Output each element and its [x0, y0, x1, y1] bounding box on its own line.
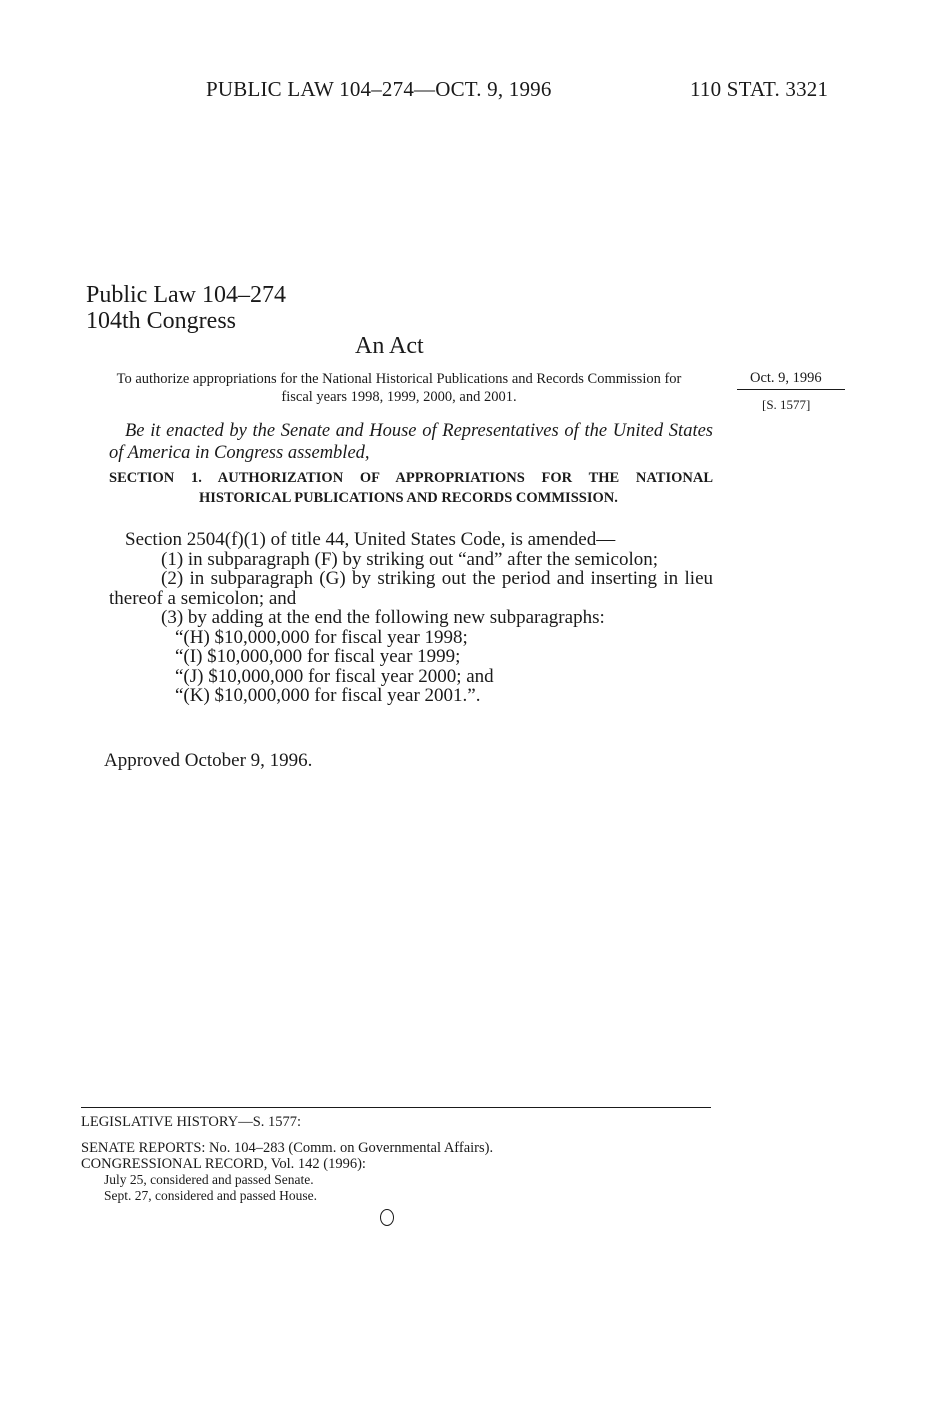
- history-entry: Sept. 27, considered and passed House.: [104, 1188, 317, 1203]
- new-subparagraph: “(J) $10,000,000 for fiscal year 2000; and: [175, 665, 494, 687]
- senate-reports: SENATE REPORTS: No. 104–283 (Comm. on Governmental Affairs).: [81, 1140, 494, 1156]
- footnote-divider: [81, 1107, 711, 1108]
- new-subparagraph: “(K) $10,000,000 for fiscal year 2001.”.: [175, 685, 481, 706]
- section-body: [109, 530, 713, 706]
- legislative-history-title: LEGISLATIVE HISTORY—S. 1577:: [81, 1114, 302, 1130]
- enacting-clause: Be it enacted by the Senate and House of Representatives of the United States of America in Congress assembled,: [109, 421, 713, 463]
- public-law-number: Public Law 104–274: [86, 282, 286, 308]
- congress-number: 104th Congress: [86, 308, 236, 334]
- amendment-lead: Section 2504(f)(1) of title 44, United States Code, is amended—: [125, 529, 616, 550]
- act-purpose: To authorize appropriations for the National Historical Publications and Records Commission for fiscal years 1998, 1999, 2000, and 2001.: [116, 371, 682, 405]
- new-subparagraph: “(I) $10,000,000 for fiscal year 1999;: [175, 646, 461, 667]
- approval-date: Approved October 9, 1996.: [104, 750, 313, 771]
- margin-date: Oct. 9, 1996: [750, 370, 822, 386]
- running-header-page: 110 STAT. 3321: [690, 77, 829, 101]
- congressional-record: CONGRESSIONAL RECORD, Vol. 142 (1996):: [81, 1156, 366, 1172]
- section-heading: SECTION 1. AUTHORIZATION OF APPROPRIATIONS FOR THE NATIONAL HISTORICAL PUBLICATIONS AND RECORDS COMMISSION.: [109, 470, 713, 506]
- amendment-item: (3) by adding at the end the following new subparagraphs:: [161, 607, 605, 628]
- history-entry: July 25, considered and passed Senate.: [104, 1172, 314, 1187]
- act-title: An Act: [355, 333, 424, 359]
- margin-divider: [737, 389, 845, 390]
- new-subparagraph: “(H) $10,000,000 for fiscal year 1998;: [175, 626, 468, 648]
- amendment-item: (2) in subparagraph (G) by striking out the period and inserting in lieu thereof a semicolon; and: [109, 568, 713, 609]
- amendment-item: (1) in subparagraph (F) by striking out “and” after the semicolon;: [161, 548, 659, 570]
- end-of-document-mark: [380, 1209, 394, 1226]
- running-header-left: PUBLIC LAW 104–274—OCT. 9, 1996: [206, 77, 552, 101]
- margin-bill-number: [S. 1577]: [762, 397, 811, 412]
